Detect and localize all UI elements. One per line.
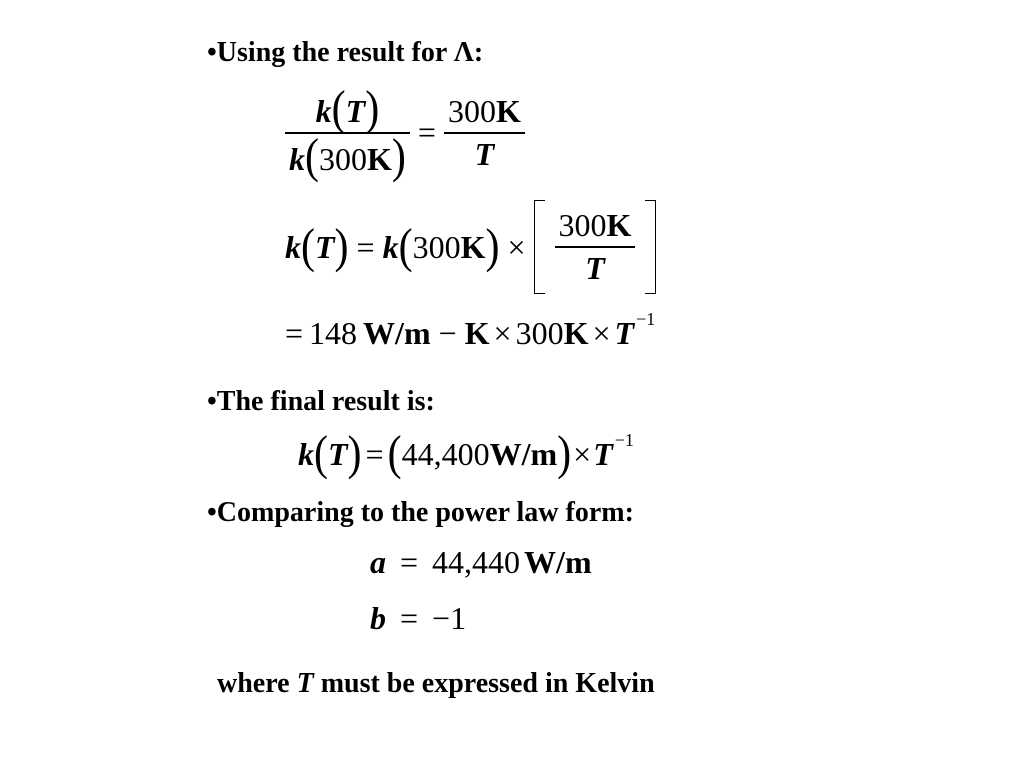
kelvin-note bbox=[217, 668, 655, 700]
value-44440: 44,440 bbox=[432, 544, 521, 580]
symbol-T: T bbox=[296, 668, 314, 699]
symbol-k: k bbox=[315, 93, 332, 129]
value-300: 300 bbox=[558, 207, 607, 244]
unit-K: K bbox=[606, 207, 632, 244]
times-sign: × bbox=[493, 315, 512, 351]
left-bracket bbox=[534, 200, 545, 294]
exponent: −1 bbox=[636, 309, 656, 329]
symbol-k: k bbox=[298, 435, 314, 472]
unit-W-per-m: W/m bbox=[363, 315, 431, 351]
times-sign: × bbox=[573, 435, 592, 472]
bullet-using-result: •Using the result for Λ: bbox=[207, 37, 484, 68]
unit-K: K bbox=[464, 315, 490, 351]
equals-sign: = bbox=[400, 600, 419, 636]
value-300: 300 bbox=[515, 315, 564, 351]
unit-W-per-m: W/m bbox=[489, 435, 558, 472]
unit-K: K bbox=[460, 228, 486, 265]
unit-W-per-m: W/m bbox=[524, 544, 592, 580]
value-300: 300 bbox=[319, 140, 367, 177]
unit-K: K bbox=[495, 93, 521, 130]
bullet-power-law: •Comparing to the power law form: bbox=[207, 497, 634, 528]
symbol-b: b bbox=[370, 600, 386, 636]
equals-sign: = bbox=[365, 435, 384, 472]
symbol-T: T bbox=[345, 93, 366, 129]
symbol-T: T bbox=[593, 435, 613, 472]
bullet-final-result: •The final result is: bbox=[207, 386, 435, 417]
times-sign: × bbox=[592, 315, 611, 351]
minus-sign: − bbox=[438, 315, 457, 351]
symbol-T: T bbox=[315, 228, 335, 265]
fraction-temp-ratio bbox=[444, 93, 525, 172]
value-44400: 44,400 bbox=[401, 435, 490, 472]
equation-b bbox=[370, 600, 466, 637]
symbol-T: T bbox=[614, 315, 635, 351]
equation-final: k ( T ) = ( 44,400 W/m ) × T −1 bbox=[298, 427, 634, 481]
exponent: −1 bbox=[614, 429, 634, 450]
symbol-a: a bbox=[370, 544, 386, 580]
equation-k-of-T: k ( T ) = k ( 300 K ) × $\frac{300K}{T}$ bbox=[285, 200, 656, 294]
symbol-T: T bbox=[585, 249, 605, 286]
times-sign: × bbox=[507, 228, 526, 265]
symbol-T: T bbox=[474, 135, 495, 172]
equals-sign: = bbox=[285, 315, 304, 351]
fraction-temp-ratio bbox=[555, 207, 636, 286]
unit-K: K bbox=[563, 315, 589, 351]
symbol-T: T bbox=[328, 435, 348, 472]
note-prefix: where bbox=[217, 668, 297, 699]
symbol-k: k bbox=[382, 228, 399, 265]
unit-K: K bbox=[367, 140, 392, 177]
note-suffix: must be expressed in Kelvin bbox=[313, 668, 655, 699]
value-148: 148 bbox=[309, 315, 358, 351]
value-300: 300 bbox=[447, 93, 496, 130]
right-bracket bbox=[645, 200, 656, 294]
equation-a bbox=[370, 544, 592, 581]
symbol-k: k bbox=[289, 140, 305, 177]
value-minus-1: −1 bbox=[432, 600, 467, 636]
equation-ratio bbox=[285, 82, 525, 183]
equals-sign: = bbox=[356, 228, 375, 265]
symbol-k: k bbox=[285, 228, 301, 265]
equation-substituted bbox=[285, 309, 656, 352]
equals-sign: = bbox=[400, 544, 419, 580]
fraction-k-ratio: $\frac{k(T)}{k(300K)}$ bbox=[285, 88, 410, 178]
equals-sign: = bbox=[417, 114, 436, 151]
value-300: 300 bbox=[412, 228, 461, 265]
